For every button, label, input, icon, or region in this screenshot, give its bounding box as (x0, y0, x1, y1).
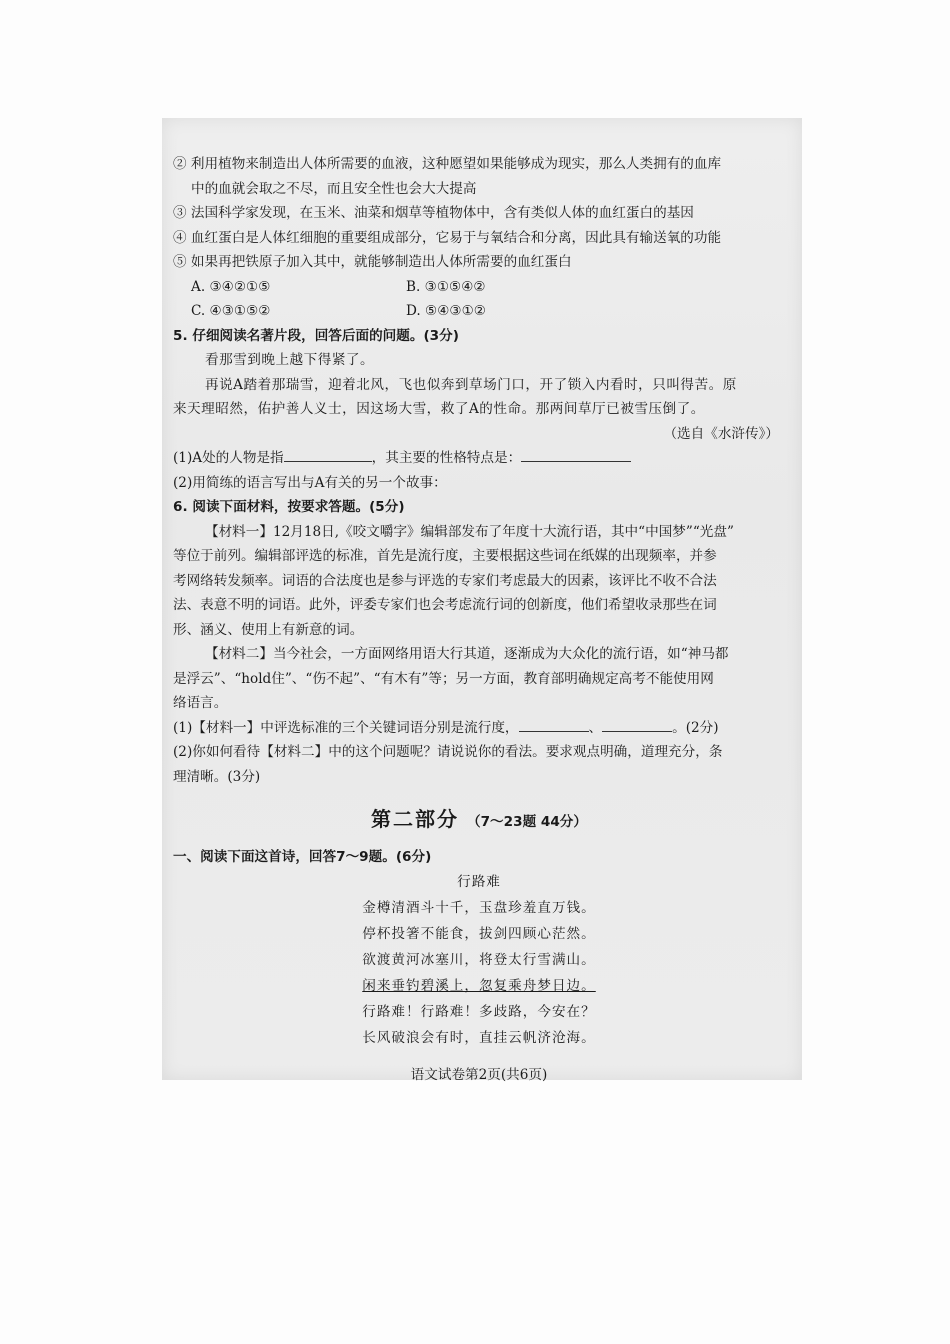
q5-sub2: (2)用简练的语言写出与A有关的另一个故事： (173, 474, 447, 491)
poem-line: 行路难！行路难！多歧路，今安在？ (362, 1004, 596, 1020)
q4-item: ⑤ 如果再把铁原子加入其中，就能够制造出人体所需要的血红蛋白 (173, 254, 572, 270)
q6-sub1-sep: 、 (588, 719, 603, 736)
q4-option-b: B. ③①⑤④② (406, 278, 486, 295)
q6-material1-line: 【材料一】12月18日,《咬文嚼字》编辑部发布了年度十大流行语，其中“中国梦”“光盘” (205, 523, 734, 540)
poem (173, 869, 785, 1051)
poem-line: 金樽清酒斗十千，玉盘珍羞直万钱。 (362, 900, 596, 916)
q4-item: ③ 法国科学家发现，在玉米、油菜和烟草等植物体中，含有类似人体的血红蛋白的基因 (173, 205, 694, 221)
q4-option-c: C. ④③①⑤② (191, 303, 271, 319)
q5-title: 5. 仔细阅读名著片段，回答后面的问题。(3分) (173, 327, 459, 344)
part2-heading (173, 807, 785, 835)
q6-sub1 (173, 716, 785, 741)
part2-title: 第二部分 (371, 807, 459, 831)
q4-options-row (173, 299, 785, 324)
section1-heading: 一、阅读下面这首诗，回答7～9题。(6分) (173, 848, 432, 865)
q4-option-d: D. ⑤④③①② (406, 303, 486, 319)
q5-source: （选自《水浒传》） (663, 425, 779, 442)
exam-content (173, 152, 785, 1088)
answer-blank[interactable] (284, 447, 372, 462)
q6-sub2-line: (2)你如何看待【材料二】中的这个问题呢？请说说你的看法。要求观点明确，道理充分，条 (173, 744, 723, 760)
q6-material1-line: 考网络转发频率。词语的合法度也是参与评选的专家们考虑最大的因素，该评比不收不合法 (173, 572, 717, 589)
poem-title: 行路难 (457, 874, 501, 890)
q4-option-a: A. ③④②①⑤ (191, 278, 271, 295)
answer-blank[interactable] (521, 447, 631, 462)
page-footer: 语文试卷第2页(共6页) (410, 1067, 548, 1083)
q6-material1-line: 等位于前列。编辑部评选的标准，首先是流行度，主要根据这些词在纸媒的出现频率，并参 (173, 548, 717, 564)
q6-sub2-line: 理清晰。(3分) (173, 768, 261, 785)
answer-blank[interactable] (602, 717, 672, 732)
poem-line: 欲渡黄河冰塞川，将登太行雪满山。 (362, 952, 596, 968)
q5-sub1 (173, 446, 785, 471)
q6-sub1-end: 。(2分) (672, 719, 719, 736)
q6-sub1-prompt: (1)【材料一】中评选标准的三个关键词语分别是流行度， (173, 719, 519, 736)
answer-blank[interactable] (519, 717, 589, 732)
q6-material2-line: 【材料二】当今社会，一方面网络用语大行其道，逐渐成为大众化的流行语，如“神马都 (205, 646, 729, 662)
q5-passage-line: 来天理昭然，佑护善人义士，因这场大雪，救了A的性命。那两间草厅已被雪压倒了。 (173, 401, 705, 417)
q6-title: 6. 阅读下面材料，按要求答题。(5分) (173, 499, 405, 515)
q4-item: ② 利用植物来制造出人体所需要的血液，这种愿望如果能够成为现实，那么人类拥有的血库 (173, 156, 722, 172)
q4-options-row (173, 275, 785, 300)
q6-material2-line: 是浮云”、“hold住”、“伤不起”、“有木有”等；另一方面，教育部明确规定高考不能使用网 (173, 670, 714, 687)
q5-sub1-prompt: (1)A处的人物是指 (173, 450, 284, 466)
q6-material1-line: 形、涵义、使用上有新意的词。 (173, 621, 364, 638)
poem-line: 长风破浪会有时，直挂云帆济沧海。 (362, 1030, 596, 1046)
poem-line: 停杯投箸不能食，拔剑四顾心茫然。 (362, 926, 596, 942)
q6-material2-line: 络语言。 (173, 695, 228, 711)
q4-item: 中的血就会取之不尽，而且安全性也会大大提高 (191, 180, 477, 197)
part2-range: （7～23题 44分） (467, 814, 587, 830)
q5-sub1-prompt-b: ，其主要的性格特点是： (371, 450, 522, 466)
poem-line-underlined: 闲来垂钓碧溪上，忽复乘舟梦日边。 (362, 978, 596, 994)
q4-item: ④ 血红蛋白是人体红细胞的重要组成部分，它易于与氧结合和分离，因此具有输送氧的功能 (173, 229, 722, 246)
q6-material1-line: 法、表意不明的词语。此外，评委专家们也会考虑流行词的创新度，他们希望收录那些在词 (173, 597, 717, 613)
q5-passage-line: 看那雪到晚上越下得紧了。 (205, 352, 375, 368)
q5-passage-line: 再说A踏着那瑞雪，迎着北风，飞也似奔到草场门口，开了锁入内看时，只叫得苦。原 (205, 376, 737, 393)
